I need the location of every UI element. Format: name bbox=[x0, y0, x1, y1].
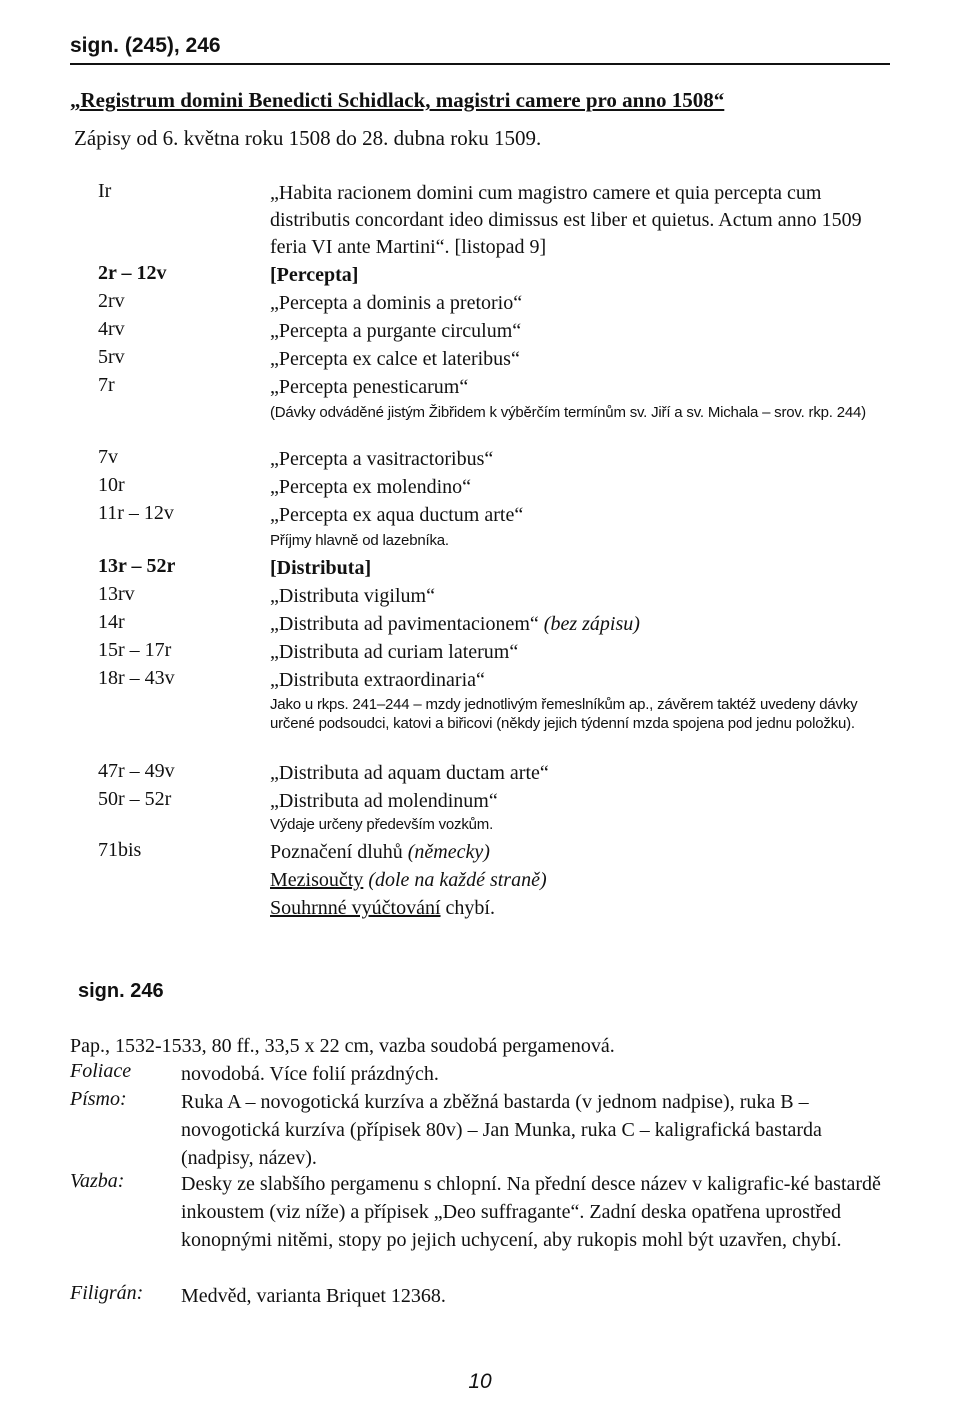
folio-ref: 5rv bbox=[98, 346, 125, 368]
entry-text: „Distributa ad aquam ductam arte“ bbox=[270, 762, 549, 784]
entry-text: „Percepta ex molendino“ bbox=[270, 476, 472, 498]
register-subtitle: Zápisy od 6. května roku 1508 do 28. dubna roku 1509. bbox=[74, 126, 542, 150]
underlined-term: Mezisoučty bbox=[270, 869, 364, 891]
entry-text: [Distributa] bbox=[270, 557, 372, 579]
entry-main-text: „Distributa ad pavimentacionem“ bbox=[270, 613, 539, 635]
header-rule bbox=[70, 63, 890, 65]
folio-ref: 2r – 12v bbox=[98, 262, 167, 284]
folio-ref: 7v bbox=[98, 446, 118, 468]
folio-ref: 14r bbox=[98, 611, 125, 633]
entry-text: „Distributa ad curiam laterum“ bbox=[270, 641, 519, 663]
entry-text bbox=[270, 867, 895, 894]
section-heading: sign. 246 bbox=[78, 980, 164, 1002]
folio-ref: 7r bbox=[98, 374, 115, 396]
folio-ref: 47r – 49v bbox=[98, 760, 175, 782]
page-number: 10 bbox=[468, 1370, 492, 1393]
entry-text: „Habita racionem domini cum magistro camere et quia percepta cum distributis concordant ideo dimissus est liber et quietus. Actum anno 1509 feria VI ante Martini“. [listopad 9] bbox=[270, 182, 862, 258]
entry-italic-remark: (německy) bbox=[407, 841, 490, 863]
field-value-pismo: Ruka A – novogotická kurzíva a zběžná bastarda (v jednom nadpise), ruka B – novogotická kurzíva (přípisek 80v) – Jan Munka, ruka C – kaligrafická bastarda (nadpisy, název). bbox=[181, 1091, 822, 1169]
folio-ref: 71bis bbox=[98, 839, 142, 861]
folio-ref: 11r – 12v bbox=[98, 502, 174, 524]
field-label-vazba: Vazba: bbox=[70, 1170, 125, 1192]
underlined-term: Souhrnné vyúčtování bbox=[270, 897, 441, 919]
entry-text: „Percepta ex calce et lateribus“ bbox=[270, 348, 520, 370]
running-head: sign. (245), 246 bbox=[70, 34, 221, 57]
entry-text: „Distributa vigilum“ bbox=[270, 585, 435, 607]
field-value-foliace: novodobá. Více folií prázdných. bbox=[181, 1063, 439, 1085]
register-title: „Registrum domini Benedicti Schidlack, magistri camere pro anno 1508“ bbox=[70, 88, 725, 112]
entry-text: „Percepta a vasitractoribus“ bbox=[270, 448, 494, 470]
folio-ref: 2rv bbox=[98, 290, 125, 312]
entry-text bbox=[270, 839, 895, 866]
entry-text: „Percepta ex aqua ductum arte“ bbox=[270, 504, 524, 526]
field-label-pismo: Písmo: bbox=[70, 1088, 127, 1110]
entry-italic-remark: (bez zápisu) bbox=[543, 613, 640, 635]
entry-text bbox=[270, 611, 895, 638]
entry-note: Jako u rkps. 241–244 – mzdy jednotlivým řemeslníkům ap., závěrem taktéž uvedeny dávky určené podsoudci, katovi a biřicovi (někdy jejich týdenní mzda spojena pod jednu položku). bbox=[270, 696, 858, 732]
entry-plain-remark: chybí. bbox=[445, 897, 495, 919]
entry-note: Příjmy hlavně od lazebníka. bbox=[270, 532, 449, 549]
folio-ref: 13r – 52r bbox=[98, 555, 176, 577]
entry-text: „Percepta a dominis a pretorio“ bbox=[270, 292, 523, 314]
folio-ref: 10r bbox=[98, 474, 125, 496]
folio-ref: 13rv bbox=[98, 583, 135, 605]
field-label-filigran: Filigrán: bbox=[70, 1282, 144, 1304]
folio-ref: Ir bbox=[98, 180, 112, 202]
field-label-foliace: Foliace bbox=[70, 1060, 132, 1082]
entry-text: [Percepta] bbox=[270, 264, 359, 286]
entry-text: „Percepta penesticarum“ bbox=[270, 376, 469, 398]
folio-ref: 18r – 43v bbox=[98, 667, 175, 689]
folio-ref: 4rv bbox=[98, 318, 125, 340]
folio-ref: 50r – 52r bbox=[98, 788, 172, 810]
entry-note: (Dávky odváděné jistým Žibřidem k výběrčím termínům sv. Jiří a sv. Michala – srov. rkp. 244) bbox=[270, 404, 866, 421]
entry-note: Výdaje určeny především vozkům. bbox=[270, 816, 494, 833]
entry-text: „Distributa ad molendinum“ bbox=[270, 790, 498, 812]
entry-text: „Percepta a purgante circulum“ bbox=[270, 320, 522, 342]
field-value-filigran: Medvěd, varianta Briquet 12368. bbox=[181, 1285, 446, 1307]
manuscript-description: Pap., 1532-1533, 80 ff., 33,5 x 22 cm, vazba soudobá pergamenová. bbox=[70, 1035, 615, 1057]
field-value-vazba: Desky ze slabšího pergamenu s chlopní. Na přední desce název v kaligrafic-ké bastardě inkoustem (viz níže) a přípisek „Deo suffragante“. Zadní deska opatřena uprostřed konopnými nitěmi, stopy po jejich uchycení, aby rukopis mohl být uzavřen, chybí. bbox=[181, 1173, 881, 1251]
entry-italic-remark: (dole na každé straně) bbox=[368, 869, 547, 891]
entry-text: „Distributa extraordinaria“ bbox=[270, 669, 485, 691]
folio-ref: 15r – 17r bbox=[98, 639, 172, 661]
entry-text bbox=[270, 895, 895, 922]
entry-main-text: Poznačení dluhů bbox=[270, 841, 403, 863]
